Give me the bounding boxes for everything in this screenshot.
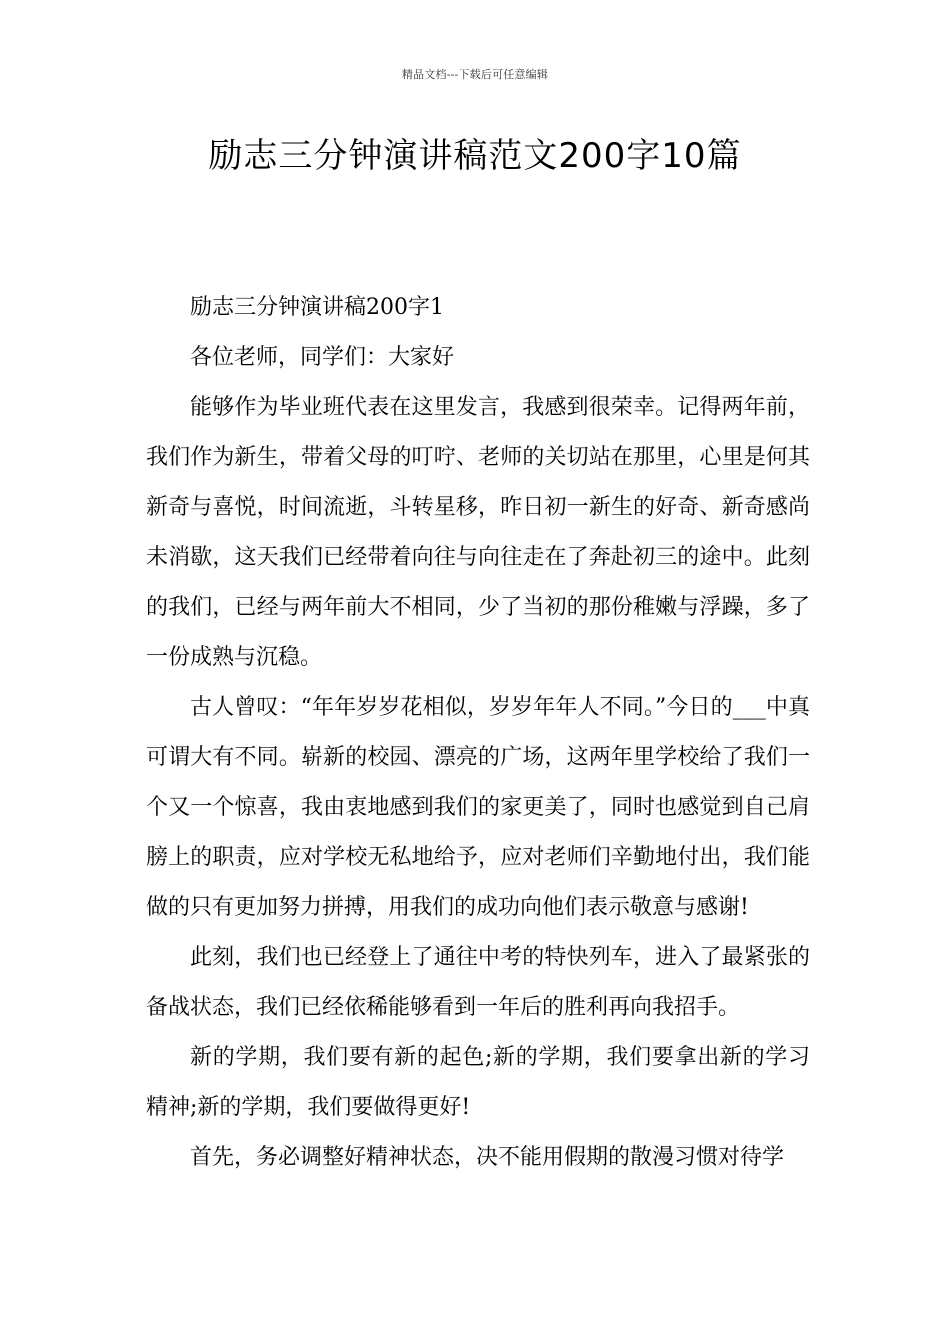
paragraph: 古人曾叹：“年年岁岁花相似，岁岁年年人不同。”今日的___中真可谓大有不同。崭新的校园、漂亮的广场，这两年里学校给了我们一个又一个惊喜，我由衷地感到我们的家更美了，同时也感觉到自己肩膀上的职责，应对学校无私地给予，应对老师们辛勤地付出，我们能做的只有更加努力拼搏，用我们的成功向他们表示敬意与感谢!	[146, 695, 810, 920]
paragraph: 能够作为毕业班代表在这里发言，我感到很荣幸。记得两年前，我们作为新生，带着父母的叮咛、老师的关切站在那里，心里是何其新奇与喜悦，时间流逝，斗转星移，昨日初一新生的好奇、新奇感尚未消歇，这天我们已经带着向往与向往走在了奔赴初三的途中。此刻的我们，已经与两年前大不相同，少了当初的那份稚嫩与浮躁，多了一份成熟与沉稳。	[146, 395, 810, 670]
header-note: 精品文档---下载后可任意编辑	[401, 68, 549, 81]
document-title: 励志三分钟演讲稿范文200字10篇	[208, 136, 742, 176]
paragraph-section-heading: 励志三分钟演讲稿200字1	[190, 295, 444, 320]
document-body	[146, 283, 810, 1183]
paragraph-greeting: 各位老师，同学们：大家好	[190, 345, 455, 370]
paragraph: 首先，务必调整好精神状态，决不能用假期的散漫习惯对待学	[190, 1145, 785, 1170]
paragraph: 此刻，我们也已经登上了通往中考的特快列车，进入了最紧张的备战状态，我们已经依稀能够看到一年后的胜利再向我招手。	[146, 945, 810, 1020]
paragraph: 新的学期，我们要有新的起色;新的学期，我们要拿出新的学习精神;新的学期，我们要做得更好!	[146, 1045, 810, 1120]
